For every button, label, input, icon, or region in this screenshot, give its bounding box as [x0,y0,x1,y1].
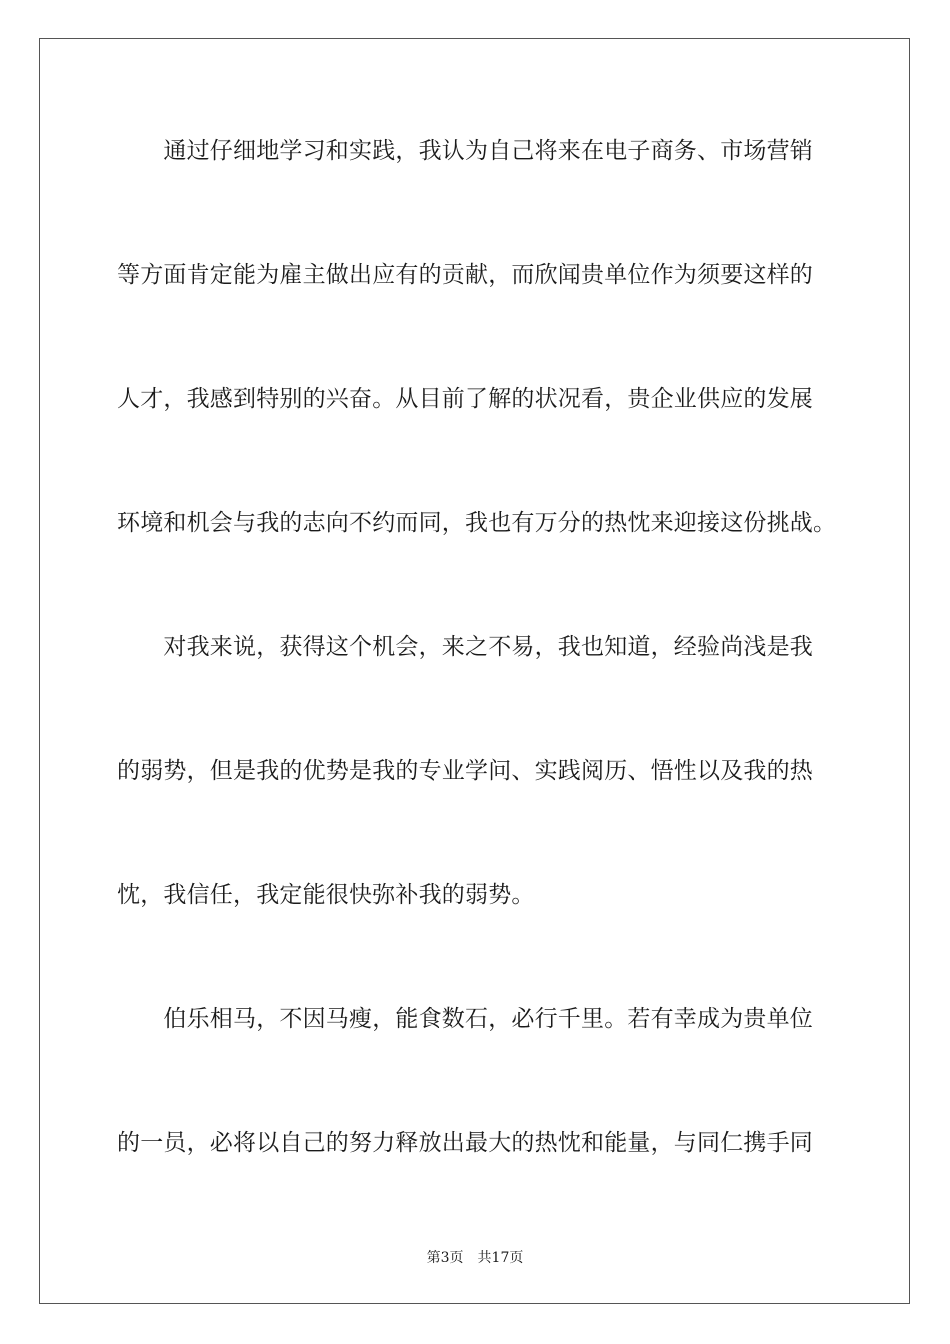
body-text-line: 伯乐相马，不因马瘦，能食数石，必行千里。若有幸成为贵单位 [117,1006,813,1032]
body-text-line: 通过仔细地学习和实践，我认为自己将来在电子商务、市场营销 [117,138,813,164]
body-text-line: 等方面肯定能为雇主做出应有的贡献，而欣闻贵单位作为须要这样的 [117,262,813,288]
page-footer [0,1247,950,1267]
body-text-line: 的一员，必将以自己的努力释放出最大的热忱和能量，与同仁携手同 [117,1130,813,1156]
body-text-line: 的弱势，但是我的优势是我的专业学问、实践阅历、悟性以及我的热 [117,758,813,784]
body-text-line: 忱，我信任，我定能很快弥补我的弱势。 [117,882,535,908]
body-text-line: 人才，我感到特别的兴奋。从目前了解的状况看，贵企业供应的发展 [117,386,813,412]
page-number-current: 第3页 [426,1250,464,1266]
page-number-total: 共17页 [477,1250,524,1266]
body-text-line: 环境和机会与我的志向不约而同，我也有万分的热忱来迎接这份挑战。 [117,510,837,536]
body-text-line: 对我来说，获得这个机会，来之不易，我也知道，经验尚浅是我 [117,634,813,660]
page-border [39,38,910,1304]
